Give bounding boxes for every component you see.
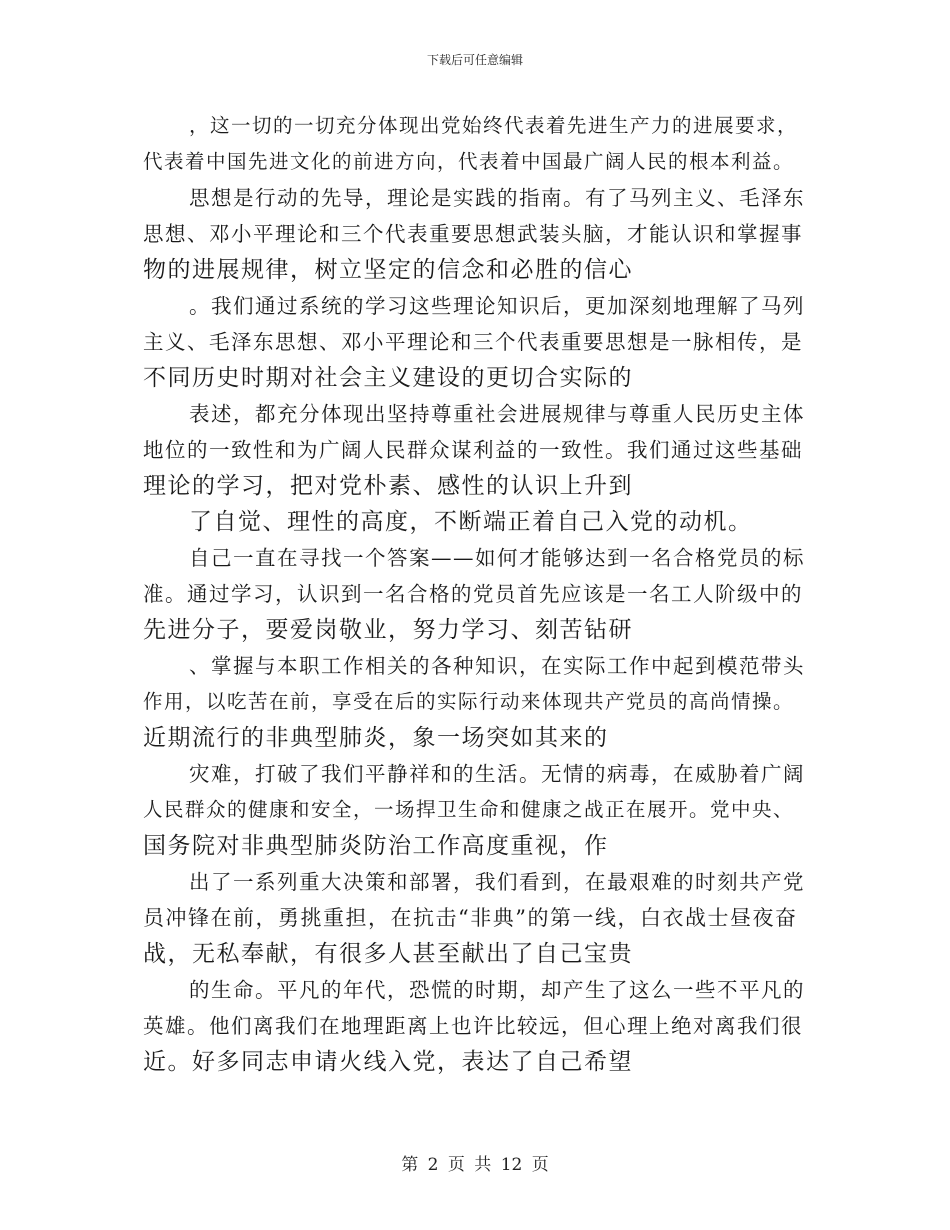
paragraph (143, 540, 808, 648)
text-line: 了自觉、理性的高度，不断端正着自己入党的动机。 (189, 509, 753, 535)
paragraph (143, 972, 808, 1080)
paragraph (143, 108, 808, 180)
text-line: 先进分子，要爱岗敬业，努力学习、刻苦钻研 (143, 617, 633, 643)
text-line: 代表着中国先进文化的前进方向，代表着中国最广阔人民的根本利益。 (143, 150, 795, 173)
page-header: 下载后可任意编辑 (426, 53, 523, 67)
text-line: ，这一切的一切充分体现出党始终代表着先进生产力的进展要求， (189, 114, 799, 137)
text-line: 理论的学习，把对党朴素、感性的认识上升到 (143, 473, 633, 499)
text-line: 表述，都充分体现出坚持尊重社会进展规律与尊重人民历史主体 (189, 402, 805, 426)
paragraph (143, 648, 808, 756)
text-line: 近期流行的非典型肺炎，象一场突如其来的 (143, 725, 609, 751)
paragraph (143, 504, 808, 540)
text-line: 灾难，打破了我们平静祥和的生活。无情的病毒，在威胁着广阔 (189, 762, 805, 786)
text-line: 国务院对非典型肺炎防治工作高度重视，作 (143, 833, 609, 859)
text-line: 的生命。平凡的年代，恐慌的时期，却产生了这么一些不平凡的 (189, 978, 805, 1002)
text-line: 人民群众的健康和安全，一场捍卫生命和健康之战正在展开。党中央、 (143, 798, 795, 821)
paragraph (143, 288, 808, 396)
text-line: 不同历史时期对社会主义建设的更切合实际的 (143, 365, 633, 391)
text-line: 思想、邓小平理论和三个代表重要思想武装头脑，才能认识和掌握事 (143, 222, 803, 246)
page-number: 第 2 页 共 12 页 (401, 1155, 549, 1175)
text-line: 地位的一致性和为广阔人民群众谋利益的一致性。我们通过这些基础 (143, 438, 803, 462)
text-line: 准。通过学习，认识到一名合格的党员首先应该是一名工人阶级中的 (143, 582, 803, 606)
text-line: 、掌握与本职工作相关的各种知识，在实际工作中起到模范带头 (189, 654, 805, 678)
text-line: 思想是行动的先导，理论是实践的指南。有了马列主义、毛泽东 (189, 186, 805, 210)
text-line: 物的进展规律，树立坚定的信念和必胜的信心 (143, 257, 633, 283)
paragraph (143, 864, 808, 972)
body-text (143, 108, 808, 1080)
text-line: 出了一系列重大决策和部署，我们看到，在最艰难的时刻共产党 (189, 870, 805, 894)
text-line: 近。好多同志申请火线入党，表达了自己希望 (143, 1049, 633, 1075)
text-line: 作用，以吃苦在前，享受在后的实际行动来体现共产党员的高尚情操。 (143, 690, 795, 713)
text-line: 战，无私奉献，有很多人甚至献出了自己宝贵 (143, 941, 633, 967)
text-line: 自己一直在寻找一个答案——如何才能够达到一名合格党员的标 (189, 546, 805, 570)
text-line: 英雄。他们离我们在地理距离上也许比较远，但心理上绝对离我们很 (143, 1014, 803, 1038)
paragraph (143, 396, 808, 504)
paragraph (143, 756, 808, 864)
paragraph (143, 180, 808, 288)
text-line: 员冲锋在前，勇挑重担，在抗击“非典”的第一线，白衣战士昼夜奋 (143, 906, 798, 930)
text-line: 主义、毛泽东思想、邓小平理论和三个代表重要思想是一脉相传，是 (143, 330, 803, 354)
text-line: 。我们通过系统的学习这些理论知识后，更加深刻地理解了马列 (189, 294, 805, 318)
